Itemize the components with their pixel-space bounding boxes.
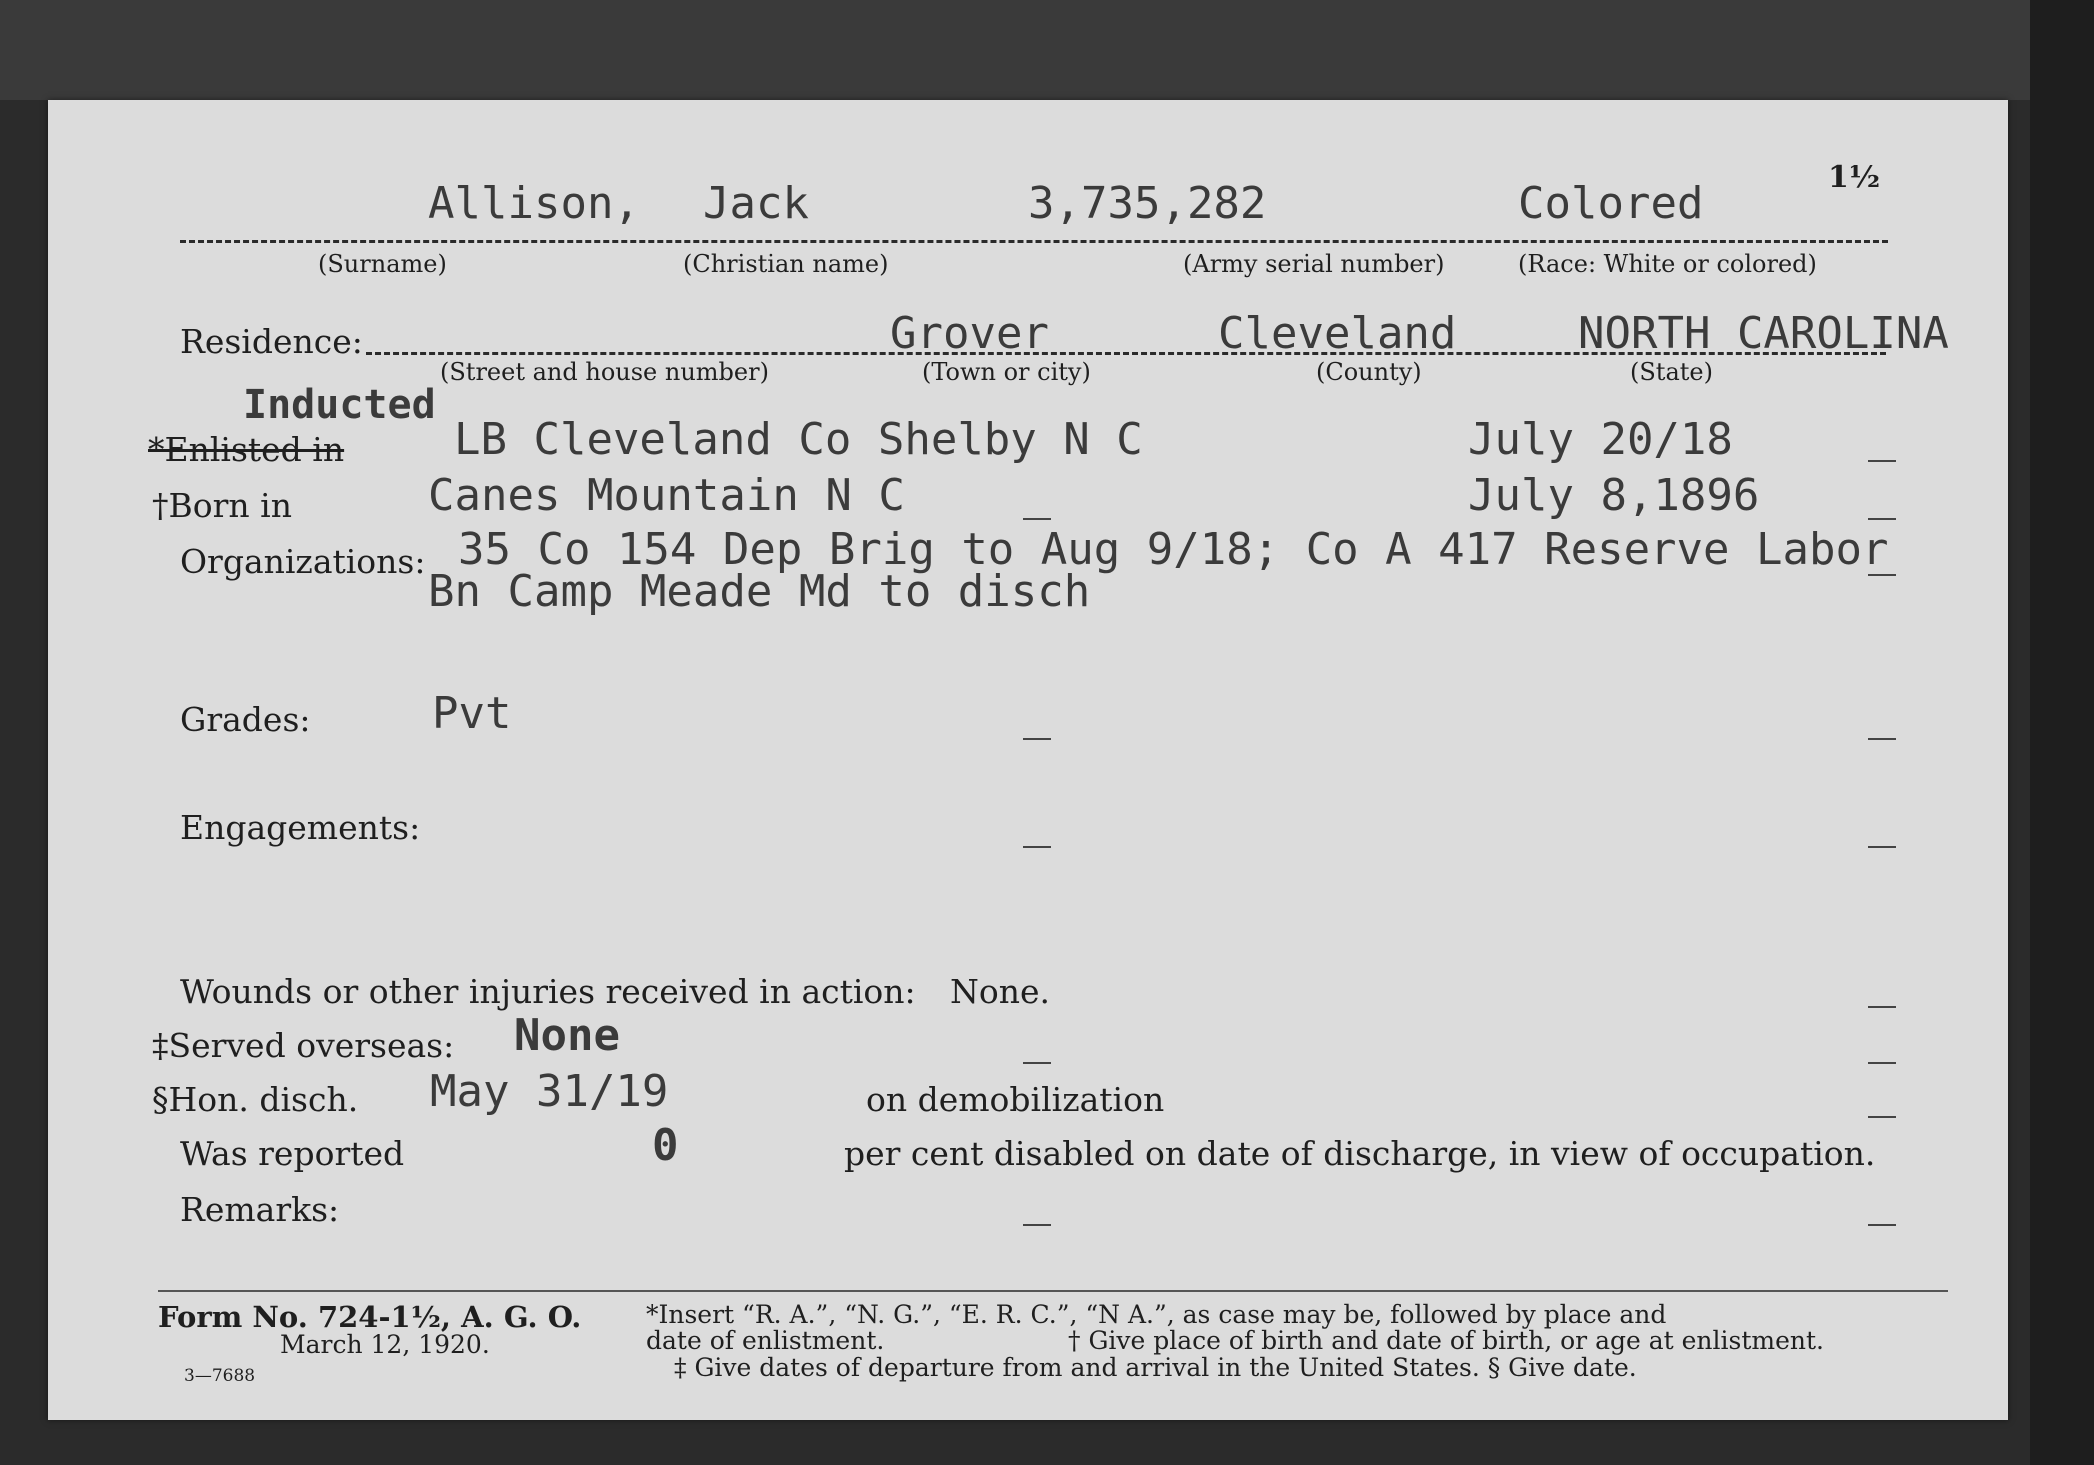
serial-number-value: 3,735,282 — [1028, 178, 1267, 229]
margin-dash — [1868, 738, 1896, 740]
margin-dash — [1868, 460, 1896, 462]
card-fraction: 1½ — [1828, 160, 1881, 195]
form-date: March 12, 1920. — [280, 1330, 490, 1359]
footnote-overseas: ‡ Give dates of departure from and arrival in the United States. § Give date. — [674, 1353, 1637, 1382]
reported-label: Was reported — [180, 1134, 405, 1173]
wounds-label: Wounds or other injuries received in action: — [180, 972, 916, 1011]
organizations-line-1: 35 Co 154 Dep Brig to Aug 9/18; Co A 417 Reserve Labor — [458, 524, 1889, 575]
reported-text: per cent disabled on date of discharge, in view of occupation. — [844, 1134, 1876, 1173]
enlisted-date-value: July 20/18 — [1468, 414, 1733, 465]
margin-dash — [1023, 846, 1051, 848]
enlisted-label: *Enlisted in — [148, 430, 345, 469]
street-caption: (Street and house number) — [440, 358, 769, 386]
grades-label: Grades: — [180, 700, 311, 739]
margin-dash — [1868, 574, 1896, 576]
margin-dash — [1868, 1006, 1896, 1008]
margin-dash — [1868, 1224, 1896, 1226]
grades-value: Pvt — [432, 688, 512, 739]
residence-label: Residence: — [180, 322, 363, 361]
header-dotted-line — [180, 240, 1888, 243]
town-caption: (Town or city) — [922, 358, 1091, 386]
born-date-value: July 8,1896 — [1468, 470, 1760, 521]
inducted-overwrite: Inducted — [243, 382, 436, 428]
born-label: †Born in — [152, 486, 292, 525]
overseas-value: None — [514, 1010, 620, 1061]
residence-town-value: Grover — [890, 308, 1049, 359]
engagements-label: Engagements: — [180, 808, 421, 847]
footnote-enlistment: *Insert “R. A.”, “N. G.”, “E. R. C.”, “N A.”, as case may be, followed by place and — [646, 1300, 1667, 1329]
organizations-line-2: Bn Camp Meade Md to disch — [428, 566, 1091, 617]
wounds-value: None. — [950, 972, 1051, 1011]
discharge-date-value: May 31/19 — [430, 1066, 669, 1117]
margin-dash — [1868, 1062, 1896, 1064]
residence-state-value: NORTH CAROLINA — [1578, 308, 1949, 359]
form-number: Form No. 724-1½, A. G. O. — [158, 1300, 582, 1334]
race-caption: (Race: White or colored) — [1518, 250, 1817, 278]
reported-value: 0 — [652, 1120, 679, 1171]
margin-dash — [1868, 518, 1896, 520]
scan-background-edge — [2030, 0, 2094, 1465]
print-code: 3—7688 — [184, 1366, 256, 1386]
margin-dash — [1868, 1116, 1896, 1118]
scan-background-top — [0, 0, 2094, 100]
margin-dash — [1023, 738, 1051, 740]
footnote-enlistment-cont: date of enlistment. — [646, 1326, 885, 1355]
overseas-label: ‡Served overseas: — [152, 1026, 455, 1065]
surname-value: Allison, — [428, 178, 640, 229]
state-caption: (State) — [1630, 358, 1713, 386]
footnote-birth: † Give place of birth and date of birth, or age at enlistment. — [1068, 1326, 1824, 1355]
organizations-label: Organizations: — [180, 542, 426, 581]
margin-dash — [1023, 1062, 1051, 1064]
discharge-label: §Hon. disch. — [152, 1080, 359, 1119]
serial-caption: (Army serial number) — [1183, 250, 1445, 278]
enlisted-place-value: LB Cleveland Co Shelby N C — [454, 414, 1143, 465]
surname-caption: (Surname) — [318, 250, 447, 278]
margin-dash — [1868, 846, 1896, 848]
born-place-value: Canes Mountain N C — [428, 470, 905, 521]
county-caption: (County) — [1316, 358, 1422, 386]
christian-name-value: Jack — [703, 178, 809, 229]
discharge-reason: on demobilization — [866, 1080, 1165, 1119]
christian-name-caption: (Christian name) — [683, 250, 889, 278]
remarks-label: Remarks: — [180, 1190, 340, 1229]
service-record-card — [48, 100, 2008, 1420]
race-value: Colored — [1518, 178, 1704, 229]
residence-county-value: Cleveland — [1218, 308, 1457, 359]
footer-rule — [158, 1290, 1948, 1292]
margin-dash — [1023, 1224, 1051, 1226]
margin-dash — [1023, 518, 1051, 520]
